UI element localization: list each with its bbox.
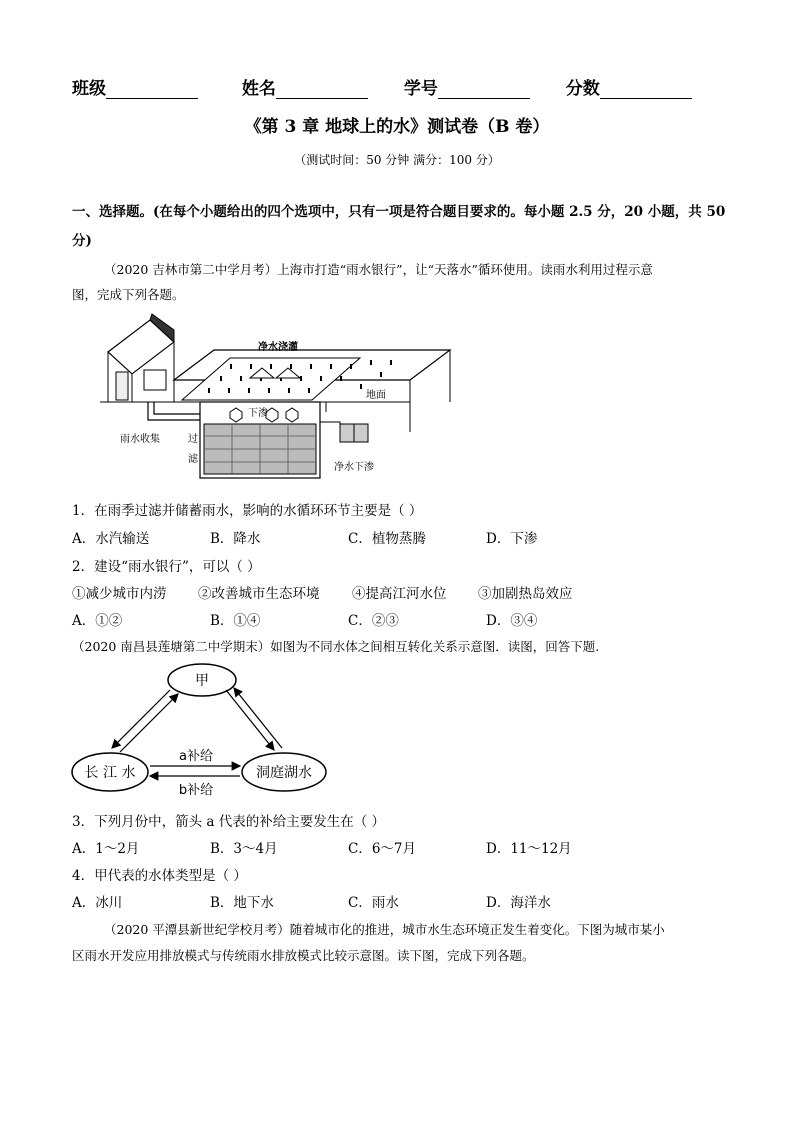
arrow-jia-to-changjiang [112, 690, 170, 748]
arrow-changjiang-to-jia [120, 694, 178, 752]
score-label: 分数 [565, 79, 600, 99]
q2-option-b[interactable]: B．①④ [210, 613, 261, 629]
q2-option-d[interactable]: D．③④ [486, 613, 538, 629]
label-filter-2: 滤 [188, 454, 198, 465]
q4-option-a[interactable]: A．冰川 [72, 895, 123, 911]
water-body-relation-diagram [70, 662, 340, 800]
group3-intro-line1: （2020 平潭县新世纪学校月考）随着城市化的推进，城市水生态环境正发生着变化。下图为城市某小 [104, 922, 665, 937]
page-title: 《第 3 章 地球上的水》测试卷（B 卷） [244, 117, 550, 137]
group2-intro: （2020 南昌县莲塘第二中学期末）如图为不同水体之间相互转化关系示意图．读图，回答下题. [72, 639, 600, 654]
group3-intro-line2: 区雨水开发应用排放模式与传统雨水排放模式比较示意图。读下图，完成下列各题。 [72, 948, 535, 963]
q2-item-3: ③加剧热岛效应 [478, 586, 573, 602]
q3-option-d[interactable]: D．11～12月 [486, 841, 572, 857]
q1-option-c[interactable]: C．植物蒸腾 [348, 531, 426, 547]
arrow-dongting-to-jia [234, 688, 282, 748]
node-changjiang-label: 长 江 水 [84, 765, 136, 781]
section-heading-cont: 分) [72, 233, 92, 249]
page-subtitle: （测试时间：50 分钟 满分：100 分） [294, 153, 500, 167]
arrow-jia-to-dongting [226, 690, 274, 750]
student-id-label: 学号 [403, 79, 438, 99]
q3-option-b[interactable]: B．3～4月 [210, 841, 278, 857]
student-id-field[interactable] [404, 74, 530, 99]
q2-option-a[interactable]: A．①② [72, 613, 123, 629]
q3-option-a[interactable]: A．1～2月 [72, 841, 140, 857]
q2-item-4: ④提高江河水位 [352, 586, 447, 602]
label-ground: 地面 [366, 390, 386, 401]
q3-option-c[interactable]: C．6～7月 [348, 841, 417, 857]
node-jia-label: 甲 [195, 673, 209, 689]
q1-stem: 1．在雨季过滤并储蓄雨水，影响的水循环环节主要是（ ） [72, 503, 423, 519]
q3-stem: 3．下列月份中，箭头 a 代表的补给主要发生在（ ） [72, 814, 386, 830]
label-filter-1: 过 [188, 434, 198, 445]
class-field[interactable] [72, 74, 198, 99]
name-label: 姓名 [241, 79, 276, 99]
label-clean-seep: 净水下渗 [334, 462, 374, 473]
q2-item-1: ①减少城市内涝 [72, 586, 167, 602]
q2-option-c[interactable]: C．②③ [348, 613, 399, 629]
q4-stem: 4．甲代表的水体类型是（ ） [72, 868, 247, 884]
name-field[interactable] [242, 74, 368, 99]
class-label: 班级 [72, 79, 106, 99]
group1-intro-line1: （2020 吉林市第二中学月考）上海市打造“雨水银行”，让“天落水”循环使用。读雨水利用过程示意 [104, 262, 653, 277]
q4-option-b[interactable]: B．地下水 [210, 895, 274, 911]
student-info-row [72, 74, 692, 99]
label-seep: 下渗 [248, 408, 268, 419]
arrow-b-label: b补给 [178, 783, 214, 798]
q1-option-d[interactable]: D．下渗 [486, 531, 538, 547]
q4-option-d[interactable]: D．海洋水 [486, 895, 551, 911]
q2-item-2: ②改善城市生态环境 [198, 586, 320, 602]
q1-option-a[interactable]: A．水汽输送 [72, 531, 150, 547]
group1-intro-line2: 图，完成下列各题。 [72, 287, 185, 302]
label-irrigation: 净水浇灌 [258, 342, 298, 353]
q4-option-c[interactable]: C．雨水 [348, 895, 399, 911]
section-heading: 一、选择题。(在每个小题给出的四个选项中，只有一项是符合题目要求的。每小题 2.5 分，20 小题，共 50 [72, 204, 726, 220]
rainwater-bank-diagram [90, 312, 462, 484]
arrow-a-label: a补给 [179, 749, 213, 764]
node-dongting-label: 洞庭湖水 [256, 765, 312, 781]
q1-option-b[interactable]: B．降水 [210, 531, 261, 547]
label-rain-collect: 雨水收集 [120, 434, 160, 445]
q2-stem: 2．建设“雨水银行”，可以（ ） [72, 559, 261, 575]
score-field[interactable] [566, 74, 692, 99]
